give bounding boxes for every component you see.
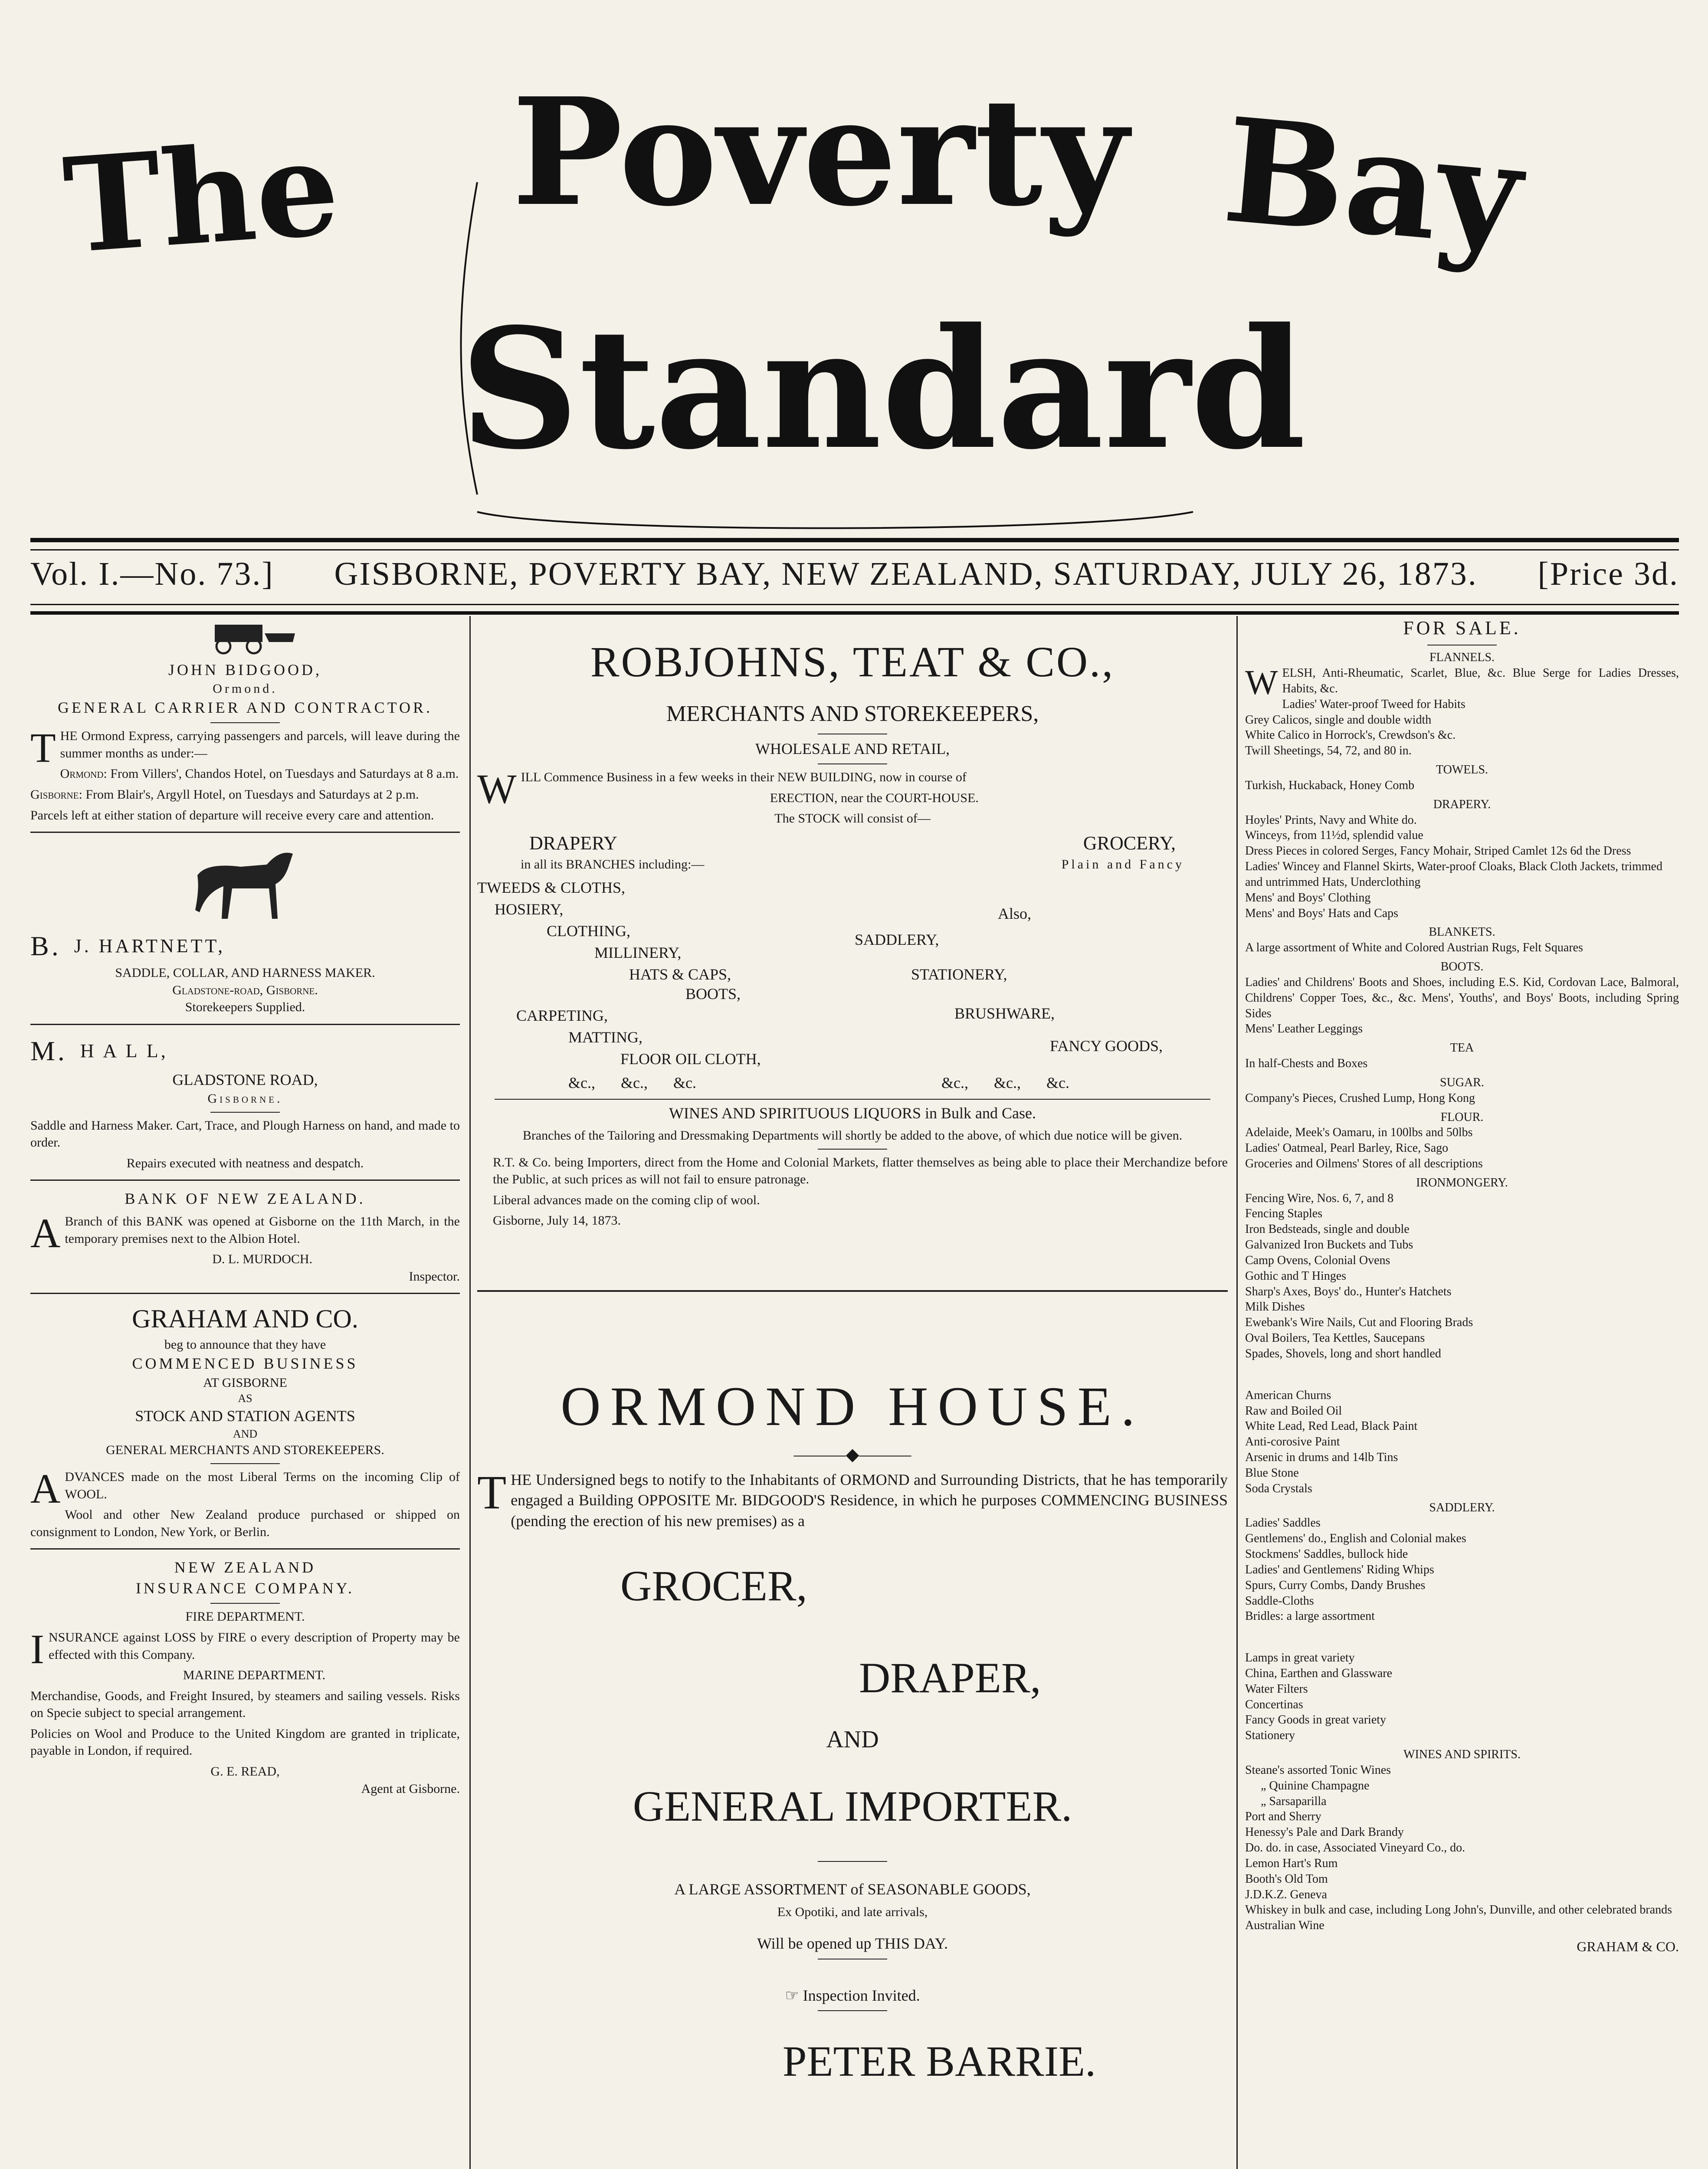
masthead-rule-bottom: [30, 604, 1679, 615]
list-item: Ladies' and Gentlemens' Riding Whips: [1245, 1563, 1434, 1576]
robjohns-intro2: ERECTION, near the COURT-HOUSE.: [770, 790, 979, 805]
fire-body: NSURANCE against LOSS by FIRE o every description of Property may be effected with this Company.: [48, 1630, 460, 1662]
insurance-title-2: INSURANCE COMPANY.: [135, 1579, 355, 1597]
title-bay: Bay: [1217, 85, 1528, 279]
grocer-line: GROCER,: [620, 1562, 807, 1610]
horse-icon: [30, 841, 460, 928]
list-item: Henessy's Pale and Dark Brandy: [1245, 1825, 1404, 1839]
section-heading: SUGAR.: [1440, 1075, 1484, 1089]
section-heading: IRONMONGERY.: [1416, 1176, 1508, 1189]
list-item: Soda Crystals: [1245, 1481, 1312, 1495]
drop-cap: W: [1245, 664, 1278, 702]
graham-line5: STOCK AND STATION AGENTS: [135, 1407, 355, 1425]
stock-item: MATTING,: [568, 1028, 643, 1046]
list-item: Steane's assorted Tonic Wines: [1245, 1763, 1391, 1777]
list-item: Fencing Staples: [1245, 1207, 1323, 1221]
list-item: Gentlemens' do., English and Colonial makes: [1245, 1532, 1466, 1546]
list-item: Australian Wine: [1245, 1919, 1324, 1933]
graham-ad: [30, 1302, 460, 1540]
list-item: Booth's Old Tom: [1245, 1872, 1328, 1886]
bank-body: Branch of this BANK was opened at Gisborne on the 11th March, in the temporary premises next to the Albion Hotel.: [65, 1214, 460, 1246]
branches-notice: Branches of the Tailoring and Dressmaking Departments will shortly be added to the above, of which due notice will be given.: [522, 1128, 1183, 1143]
hall-name: H A L L,: [80, 1040, 168, 1062]
gisborne-times: From Blair's, Argyll Hotel, on Tuesdays and Saturdays at 2 p.m.: [85, 787, 419, 802]
robjohns-sub1: MERCHANTS AND STOREKEEPERS,: [666, 701, 1039, 726]
wines-line: WINES AND SPIRITUOUS LIQUORS in Bulk and Case.: [669, 1104, 1036, 1122]
drop-cap: A: [30, 1465, 61, 1512]
bidgood-body: HE Ormond Express, carrying passengers and parcels, will leave during the summer months as under:—: [60, 729, 460, 760]
list-item: White Lead, Red Lead, Black Paint: [1245, 1419, 1418, 1433]
stock-item: BRUSHWARE,: [954, 1004, 1055, 1022]
list-item: Ladies' Wincey and Flannel Skirts, Water-proof Cloaks, Black Cloth Jackets, trimmed and untrimmed Hats, Underclothing: [1245, 860, 1662, 889]
and-line: AND: [826, 1726, 879, 1753]
list-item: Port and Sherry: [1245, 1810, 1321, 1824]
robjohns-date: Gisborne, July 14, 1873.: [493, 1213, 621, 1228]
for-sale-signer: GRAHAM & CO.: [1577, 1939, 1679, 1955]
bidgood-place: Ormond.: [213, 681, 278, 696]
section-heading: BOOTS.: [1440, 960, 1484, 974]
list-item: Mens' and Boys' Clothing: [1245, 891, 1371, 904]
robjohns-ad: [477, 633, 1228, 1229]
oatmeal-body: Ladies' Oatmeal, Pearl Barley, Rice, Sago: [1245, 1141, 1449, 1155]
stock-item: &c., &c., &c.: [568, 1074, 696, 1091]
stock-item: SADDLERY,: [855, 931, 939, 948]
hartnett-initial: B.: [30, 930, 61, 961]
list-item: Raw and Boiled Oil: [1245, 1404, 1342, 1418]
list-item: Spades, Shovels, long and short handled: [1245, 1347, 1441, 1360]
ormond-house-ad: [477, 1370, 1228, 2090]
drapery-heading: DRAPERY: [529, 832, 617, 854]
list-item: Mens' and Boys' Hats and Caps: [1245, 906, 1399, 920]
stock-item: TWEEDS & CLOTHS,: [477, 878, 625, 896]
section-heading: FLANNELS.: [1429, 651, 1495, 665]
robjohns-intro: ILL Commence Business in a few weeks in their NEW BUILDING, now in course of: [521, 770, 967, 785]
list-item: Galvanized Iron Buckets and Tubs: [1245, 1238, 1413, 1252]
stock-item: &c., &c., &c.: [941, 1074, 1069, 1091]
list-item: Sharp's Axes, Boys' do., Hunter's Hatchets: [1245, 1284, 1452, 1298]
list-item: Stationery: [1245, 1729, 1295, 1743]
divider: [30, 1293, 460, 1294]
towels-body: Turkish, Huckaback, Honey Comb: [1245, 778, 1415, 792]
graham-wool: Wool and other New Zealand produce purchased or shipped on consignment to London, New York, or Berlin.: [30, 1507, 460, 1539]
flour-body: Adelaide, Meek's Oamaru, in 100lbs and 50lbs: [1245, 1126, 1473, 1140]
hartnett-heading: [30, 928, 460, 964]
ironmongery-list: [1245, 1191, 1679, 1362]
divider: [210, 722, 280, 723]
stock-item: HOSIERY,: [495, 900, 564, 918]
insurance-signer: G. E. READ,: [210, 1764, 280, 1779]
list-item: Milk Dishes: [1245, 1300, 1305, 1314]
title-standard: Standard: [460, 292, 1306, 486]
marine-body: Merchandise, Goods, and Freight Insured, by steamers and sailing vessels. Risks on Specie subject to special arrangement.: [30, 1688, 460, 1720]
place-date: GISBORNE, POVERTY BAY, NEW ZEALAND, SATURDAY, JULY 26, 1873.: [334, 555, 1478, 592]
list-item: Fancy Goods in great variety: [1245, 1713, 1387, 1727]
importers-note: R.T. & Co. being Importers, direct from the Home and Colonial Markets, flatter themselves as being able to place their Merchandize before the Public, at such prices as will not fail to ensure patronage.: [493, 1155, 1228, 1187]
list-item: Lamps in great variety: [1245, 1651, 1355, 1665]
hall-initial: M.: [30, 1035, 67, 1067]
ormond-times: From Villers', Chandos Hotel, on Tuesdays and Saturdays at 8 a.m.: [110, 767, 459, 781]
list-item: Ewebank's Wire Nails, Cut and Flooring Brads: [1245, 1316, 1473, 1330]
wines-list: [1245, 1763, 1679, 1933]
title-poverty: Poverty: [512, 66, 1128, 239]
opened-line: Will be opened up THIS DAY.: [757, 1935, 948, 1953]
section-heading: TOWELS.: [1436, 763, 1488, 777]
grocery-heading: GROCERY,: [1083, 832, 1176, 854]
hall-body: Saddle and Harness Maker. Cart, Trace, and Plough Harness on hand, and made to order.: [30, 1118, 460, 1150]
tea-body: In half-Chests and Boxes: [1245, 1057, 1368, 1071]
robjohns-sub2: WHOLESALE AND RETAIL,: [755, 740, 950, 757]
left-column: [30, 616, 460, 1797]
list-item: Hoyles' Prints, Navy and White do.: [1245, 813, 1417, 827]
saddlery-list: [1245, 1515, 1679, 1624]
divider: [818, 763, 887, 764]
gisborne-label: Gisborne:: [30, 787, 82, 802]
list-item: China, Earthen and Glassware: [1245, 1667, 1392, 1680]
divider: [30, 1548, 460, 1550]
list-item: Arsenic in drums and 14lb Tins: [1245, 1451, 1398, 1465]
bidgood-ad: [30, 616, 460, 824]
masthead-rule-top: [30, 538, 1679, 550]
drop-cap: W: [477, 766, 517, 813]
stock-item: CLOTHING,: [547, 922, 630, 940]
hall-heading: [30, 1033, 460, 1069]
volume-number: Vol. I.—No. 73.]: [30, 555, 274, 592]
bank-role: Inspector.: [409, 1269, 460, 1284]
hall-town: Gisborne.: [207, 1091, 283, 1106]
plain-fancy: Plain and Fancy: [1061, 857, 1184, 872]
draper-line: DRAPER,: [859, 1654, 1041, 1702]
drop-cap: A: [30, 1209, 61, 1256]
stock-item: FANCY GOODS,: [1050, 1037, 1163, 1055]
list-item: American Churns: [1245, 1388, 1331, 1402]
hartnett-trade: SADDLE, COLLAR, AND HARNESS MAKER.: [115, 966, 375, 980]
list-item: Dress Pieces in colored Serges, Fancy Mohair, Striped Camlet 12s 6d the Dress: [1245, 844, 1631, 858]
list-item: White Calico in Horrock's, Crewdson's &c.: [1245, 728, 1456, 742]
boots-body: Ladies' and Childrens' Boots and Shoes, including E.S. Kid, Cordovan Lace, Balmoral, Childrens' Copper Toes, &c., &c. Mens', Youths', and Boys' Boots, including Spring Sides: [1245, 975, 1679, 1020]
list-item: „ Quinine Champagne: [1261, 1779, 1370, 1792]
hall-repairs: Repairs executed with neatness and despatch.: [126, 1156, 364, 1170]
robjohns-title: ROBJOHNS, TEAT & CO.,: [590, 638, 1115, 686]
insurance-title-1: NEW ZEALAND: [174, 1559, 316, 1576]
blankets-body: A large assortment of White and Colored Austrian Rugs, Felt Squares: [1245, 941, 1583, 955]
divider: [30, 832, 460, 833]
inspection-line: Inspection Invited.: [803, 1986, 920, 2004]
bank-signer: D. L. MURDOCH.: [212, 1252, 313, 1267]
hall-address: GLADSTONE ROAD,: [172, 1071, 318, 1088]
list-item: Gothic and T Hinges: [1245, 1269, 1347, 1283]
list-item: Bridles: a large assortment: [1245, 1609, 1375, 1623]
title-the: The: [59, 111, 344, 283]
price: [Price 3d.: [1538, 555, 1679, 592]
hartnett-ad: [30, 841, 460, 1016]
hartnett-note: Storekeepers Supplied.: [185, 1000, 305, 1015]
column-rule: [1236, 616, 1238, 2169]
list-item: Fencing Wire, Nos. 6, 7, and 8: [1245, 1191, 1394, 1205]
assortment-line: A LARGE ASSORTMENT of SEASONABLE GOODS,: [674, 1881, 1031, 1898]
ex-line: Ex Opotiki, and late arrivals,: [777, 1904, 928, 1919]
graham-advances: DVANCES made on the most Liberal Terms on the incoming Clip of WOOL.: [65, 1469, 460, 1501]
liberal-note: Liberal advances made on the coming clip of wool.: [493, 1193, 760, 1207]
list-item: J.D.K.Z. Geneva: [1245, 1887, 1327, 1901]
list-item: Whiskey in bulk and case, including Long John's, Dunville, and other celebrated brands: [1245, 1903, 1672, 1917]
list-item: Lemon Hart's Rum: [1245, 1856, 1338, 1870]
graham-line4: AS: [238, 1392, 252, 1405]
divider: [210, 1112, 280, 1113]
column-rule: [469, 616, 471, 2169]
drop-cap: T: [477, 1465, 507, 1519]
section-heading: DRAPERY.: [1433, 797, 1491, 811]
divider: [30, 1024, 460, 1025]
ormond-title: ORMOND HOUSE.: [561, 1376, 1144, 1438]
boots-body-2: Mens' Leather Leggings: [1245, 1022, 1363, 1036]
list-item: Anti-corosive Paint: [1245, 1435, 1340, 1449]
section-heading: SADDLERY.: [1429, 1501, 1495, 1514]
list-item: Grey Calicos, single and double width: [1245, 713, 1432, 727]
ormond-label: Ormond:: [60, 767, 107, 781]
marine-heading: MARINE DEPARTMENT.: [183, 1668, 326, 1683]
divider: [818, 1149, 887, 1150]
stock-subheadings: [477, 856, 1228, 873]
graham-line6: AND: [233, 1428, 258, 1440]
section-heading: TEA: [1450, 1041, 1474, 1055]
for-sale-title: FOR SALE.: [1403, 617, 1521, 639]
groceries-body: Groceries and Oilmens' Stores of all descriptions: [1245, 1157, 1483, 1170]
bidgood-name: JOHN BIDGOOD,: [168, 661, 322, 678]
list-item: Oval Boilers, Tea Kettles, Saucepans: [1245, 1331, 1425, 1345]
flannels-body: ELSH, Anti-Rheumatic, Scarlet, Blue, &c. Blue Serge for Ladies Dresses, Habits, &c.: [1282, 666, 1679, 695]
bank-title: BANK OF NEW ZEALAND.: [125, 1190, 366, 1208]
divider: [477, 1290, 1228, 1292]
stock-item: HATS & CAPS,: [629, 965, 731, 983]
graham-line3: AT GISBORNE: [203, 1375, 287, 1390]
list-item: Stockmens' Saddles, bullock hide: [1245, 1547, 1408, 1561]
right-column: [1245, 616, 1679, 1956]
stock-item: FLOOR OIL CLOTH,: [620, 1050, 761, 1068]
flannels-list: [1245, 697, 1679, 759]
graham-line7: GENERAL MERCHANTS AND STOREKEEPERS.: [106, 1443, 384, 1458]
list-item: Camp Ovens, Colonial Ovens: [1245, 1253, 1390, 1267]
lamps-list: [1245, 1650, 1679, 1743]
middle-column: [477, 616, 1228, 2090]
divider: [495, 1099, 1210, 1100]
list-item: Ladies' Saddles: [1245, 1516, 1321, 1530]
stock-item: MILLINERY,: [594, 944, 682, 961]
section-heading: BLANKETS.: [1429, 925, 1495, 939]
ironmongery-list-2: [1245, 1388, 1679, 1497]
hartnett-name: J. HARTNETT,: [74, 935, 226, 957]
list-item: Iron Bedsteads, single and double: [1245, 1222, 1410, 1236]
insurance-ad: [30, 1557, 460, 1797]
importer-line: GENERAL IMPORTER.: [633, 1782, 1072, 1831]
divider: [210, 1603, 280, 1604]
drop-cap: I: [30, 1625, 44, 1672]
divider: [818, 1861, 887, 1862]
list-item: Saddle-Cloths: [1245, 1594, 1314, 1608]
insurance-role: Agent at Gisborne.: [361, 1781, 460, 1796]
section-heading: FLOUR.: [1440, 1110, 1484, 1124]
bidgood-trade: GENERAL CARRIER AND CONTRACTOR.: [57, 698, 433, 716]
fire-heading: FIRE DEPARTMENT.: [185, 1609, 305, 1624]
ornament-icon: ———◆———: [793, 1445, 911, 1465]
divider: [818, 2010, 887, 2011]
bank-ad: [30, 1189, 460, 1285]
coach-icon: [30, 616, 460, 660]
stock-item: Also,: [998, 904, 1032, 922]
stock-list: [477, 873, 1228, 1099]
ormond-body: HE Undersigned begs to notify to the Inhabitants of ORMOND and Surrounding Districts, that he has temporarily engaged a Building OPPOSITE Mr. BIDGOOD'S Residence, in which he purposes COMMENCING BUSINESS (pending the erection of his new premises) as a: [511, 1471, 1228, 1530]
stock-headings: [477, 831, 1228, 856]
policies-body: Policies on Wool and Produce to the United Kingdom are granted in triplicate, payable in London, if required.: [30, 1726, 460, 1758]
divider: [30, 1180, 460, 1181]
graham-line2: COMMENCED BUSINESS: [132, 1355, 358, 1373]
drapery-list: [1245, 813, 1679, 921]
drop-cap: T: [30, 724, 56, 771]
stock-item: CARPETING,: [516, 1006, 608, 1024]
list-item: Spurs, Curry Combs, Dandy Brushes: [1245, 1578, 1426, 1592]
list-item: Concertinas: [1245, 1697, 1303, 1711]
hall-ad: [30, 1033, 460, 1172]
pointing-hand-icon: ☞: [785, 1986, 803, 2004]
list-item: Winceys, from 11½d, splendid value: [1245, 829, 1423, 842]
list-item: „ Sarsaparilla: [1261, 1794, 1327, 1808]
parcels-note: Parcels left at either station of departure will receive every care and attention.: [30, 808, 434, 822]
masthead: [0, 0, 1708, 542]
robjohns-stock: The STOCK will consist of—: [774, 811, 931, 826]
stock-item: STATIONERY,: [911, 965, 1007, 983]
list-item: Blue Stone: [1245, 1466, 1299, 1480]
list-item: Water Filters: [1245, 1682, 1308, 1696]
dateline: [30, 550, 1679, 598]
branches-note: in all its BRANCHES including:—: [521, 857, 705, 872]
graham-line1: beg to announce that they have: [164, 1337, 326, 1352]
section-heading: WINES AND SPIRITS.: [1403, 1748, 1521, 1762]
list-item: Ladies' Water-proof Tweed for Habits: [1282, 697, 1465, 711]
stock-item: BOOTS,: [685, 985, 741, 1003]
ormond-signer: PETER BARRIE.: [782, 2037, 1096, 2086]
list-item: Twill Sheetings, 54, 72, and 80 in.: [1245, 744, 1412, 758]
hartnett-address: Gladstone-road, Gisborne.: [172, 983, 318, 997]
list-item: Do. do. in case, Associated Vineyard Co., do.: [1245, 1841, 1465, 1855]
graham-title: GRAHAM AND CO.: [132, 1304, 358, 1334]
divider: [210, 1463, 280, 1464]
masthead-title: [0, 0, 1708, 542]
sugar-body: Company's Pieces, Crushed Lump, Hong Kong: [1245, 1091, 1475, 1105]
